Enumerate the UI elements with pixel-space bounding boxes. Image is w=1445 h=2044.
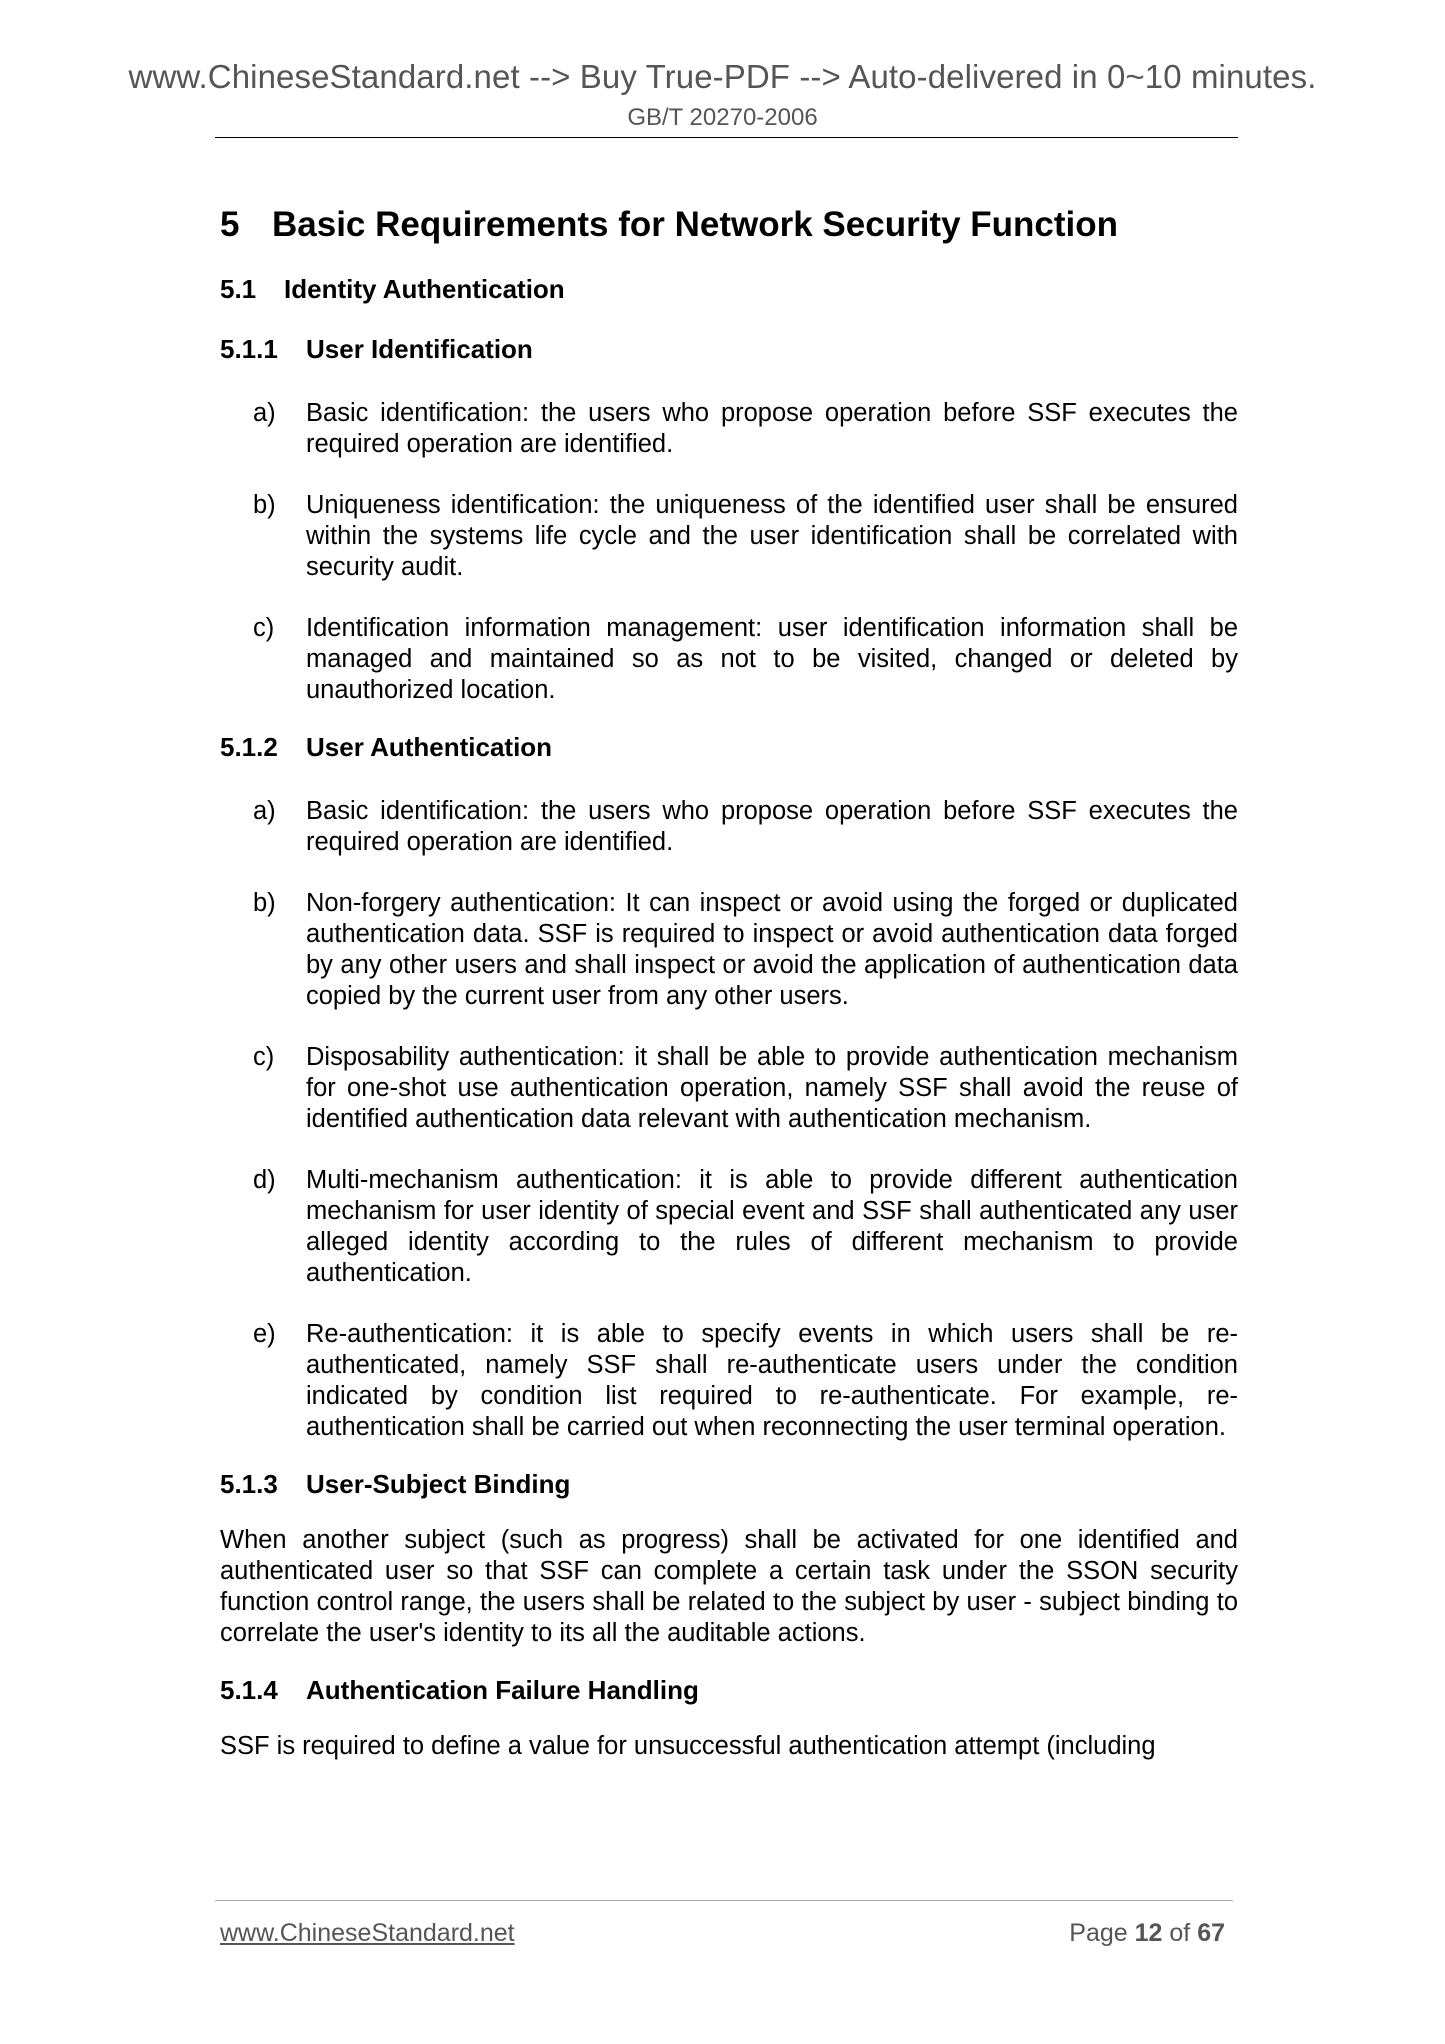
list-item [220, 613, 1238, 706]
footer-divider [215, 1900, 1233, 1901]
list-item-label: c) [253, 1043, 275, 1071]
clause-title: User Identification [306, 334, 533, 364]
list-item-text: Basic identification: the users who propose operation before SSF executes the required operation are identified. [306, 797, 1238, 856]
header-divider [215, 137, 1238, 138]
page-of: of [1169, 1919, 1191, 1947]
clause-title: Authentication Failure Handling [306, 1675, 699, 1705]
list-item [220, 796, 1238, 858]
subsection-title: Identity Authentication [284, 274, 565, 304]
clause-title: User-Subject Binding [306, 1469, 571, 1499]
body-paragraph: When another subject (such as progress) shall be activated for one identified and authenticated user so that SSF can complete a certain task under the SSON security function control range, the users shall be related to the subject by user - subject binding to correlate the user's identity to its all the auditable actions. [220, 1526, 1238, 1647]
clause-title: User Authentication [306, 732, 553, 762]
page-word: Page [1069, 1919, 1128, 1947]
page-total: 67 [1197, 1919, 1225, 1947]
list-item-text: Identification information management: user identification information shall be managed and maintained so as not to be visited, changed or deleted by unauthorized location. [306, 614, 1238, 704]
list-item-label: a) [253, 399, 276, 427]
list-item-label: a) [253, 797, 276, 825]
header-banner: www.ChineseStandard.net --> Buy True-PDF --> Auto-delivered in 0~10 minutes. [128, 58, 1317, 95]
clause-heading-5-1-4 [220, 1671, 1238, 1709]
clause-heading-5-1-2 [220, 728, 1238, 766]
list-item-text: Disposability authentication: it shall be able to provide authentication mechanism for one-shot use authentication operation, namely SSF shall avoid the reuse of identified authentication data relevant with authentication mechanism. [306, 1043, 1238, 1133]
list-item-label: e) [253, 1320, 276, 1348]
clause-heading-5-1-3 [220, 1465, 1238, 1503]
page-current: 12 [1134, 1919, 1163, 1947]
list-item-text: Non-forgery authentication: It can inspect or avoid using the forged or duplicated authentication data. SSF is required to inspect or avoid authentication data forged by any other users and shall inspect or avoid the application of authentication data copied by the current user from any other users. [306, 889, 1238, 1010]
section-title: Basic Requirements for Network Security Function [272, 205, 1119, 244]
list-item [220, 888, 1238, 1012]
list-item-label: b) [253, 889, 276, 917]
list-item [220, 1165, 1238, 1289]
section-number: 5 [220, 205, 240, 244]
list-item-text: Multi-mechanism authentication: it is able to provide different authentication mechanism for user identity of special event and SSF shall authenticated any user alleged identity according to the rules of different mechanism to provide authentication. [306, 1166, 1238, 1287]
list-item-label: b) [253, 491, 276, 519]
footer-site-link[interactable]: www.ChineseStandard.net [220, 1919, 515, 1947]
list-item [220, 490, 1238, 583]
list-item [220, 1319, 1238, 1443]
list-item-text: Re-authentication: it is able to specify events in which users shall be re-authenticated, namely SSF shall re-authenticate users under the condition indicated by condition list required to re-authenticate. For example, re-authentication shall be carried out when reconnecting the user terminal operation. [306, 1320, 1238, 1441]
list-item-label: c) [253, 614, 275, 642]
section-heading [220, 200, 1238, 250]
clause-number: 5.1.4 [220, 1675, 278, 1705]
page-content [220, 200, 1238, 1762]
subsection-number: 5.1 [220, 274, 257, 304]
clause-number: 5.1.3 [220, 1469, 278, 1499]
clause-heading-5-1-1 [220, 330, 1238, 368]
list-item-text: Basic identification: the users who propose operation before SSF executes the required operation are identified. [306, 399, 1238, 458]
page-number [1069, 1919, 1225, 1948]
list-item [220, 398, 1238, 460]
list-item [220, 1042, 1238, 1135]
clause-number: 5.1.2 [220, 732, 278, 762]
header-standard-number: GB/T 20270-2006 [627, 104, 818, 131]
clause-number: 5.1.1 [220, 334, 278, 364]
body-paragraph: SSF is required to define a value for unsuccessful authentication attempt (including [220, 1732, 1156, 1760]
subsection-heading-5-1 [220, 270, 1238, 308]
list-item-text: Uniqueness identification: the uniqueness of the identified user shall be ensured within the systems life cycle and the user identification shall be correlated with security audit. [306, 491, 1238, 581]
list-item-label: d) [253, 1166, 276, 1194]
